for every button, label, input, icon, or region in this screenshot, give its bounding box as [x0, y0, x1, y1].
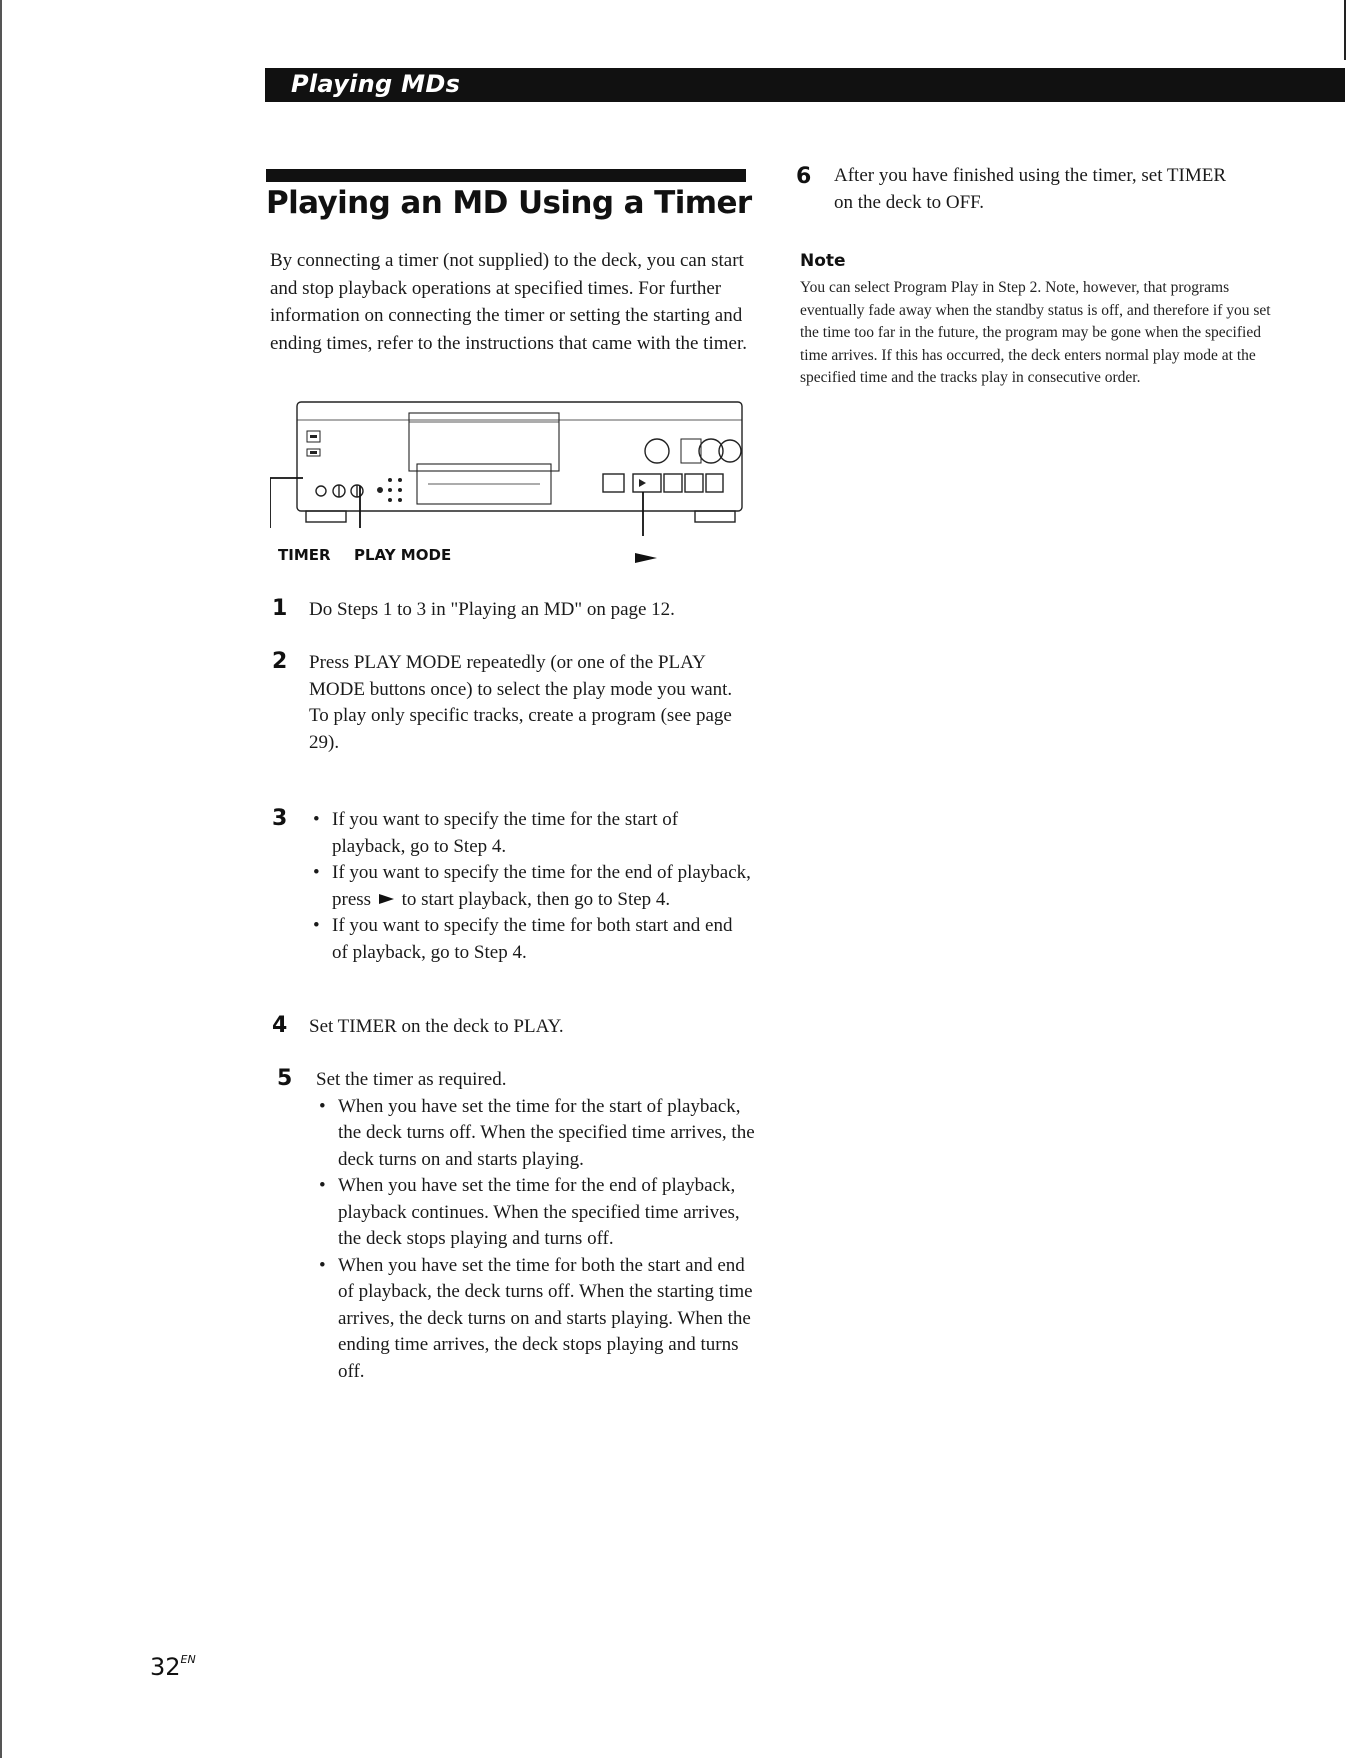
page-number [150, 1653, 196, 1681]
list-item [313, 860, 753, 913]
figure-label-play-mode: PLAY MODE [354, 546, 452, 564]
list-item: • If you want to specify the time for the start of playback, go to Step 4. [313, 807, 753, 860]
step-6-text [834, 163, 1234, 216]
step-number: 3 [272, 806, 288, 831]
deck-front-panel-drawing [270, 398, 770, 568]
deck-illustration [270, 398, 770, 568]
title-rule [266, 169, 746, 182]
scan-edge-left [0, 0, 2, 1758]
step-3-bullet-list [313, 807, 753, 966]
section-header-bar [265, 68, 1345, 102]
step-4-text [309, 1014, 749, 1041]
step-number: 6 [796, 164, 812, 189]
step-3-text [313, 807, 753, 966]
step-line: To play only specific tracks, create a program (see page 29). [309, 705, 732, 753]
section-header-label: Playing MDs [291, 70, 461, 98]
list-item: • When you have set the time for both the start and end of playback, the deck turns off. When the starting time arrives, the deck turns on and starts playing. When the ending time arrives, the deck stops playing and turns off. [319, 1253, 761, 1386]
figure-label-timer: TIMER [278, 546, 331, 564]
step-5-text [316, 1067, 761, 1385]
intro-paragraph: By connecting a timer (not supplied) to the deck, you can start and stop playback operations at specified times. For further information on connecting the timer or setting the starting and ending times, refer to the instructions that came with the timer. [270, 250, 747, 354]
step-line: Set the timer as required. [316, 1069, 507, 1090]
play-triangle-icon [635, 551, 657, 569]
note-text: You can select Program Play in Step 2. Note, however, that programs eventually fade away when the standby status is off, and therefore if you set the time too far in the future, the program may be gone when the specified time arrives. If this has occurred, the deck enters normal play mode at the specified time and the tracks play in consecutive order. [800, 279, 1271, 386]
step-2-text [309, 650, 744, 756]
list-item: • When you have set the time for the end of playback, playback continues. When the specified time arrives, the deck stops playing and turns off. [319, 1173, 761, 1253]
step-number: 2 [272, 649, 288, 674]
bullet-text-after: to start playback, then go to Step 4. [401, 888, 671, 910]
step-line: Press PLAY MODE repeatedly (or one of the PLAY MODE buttons once) to select the play mode you want. [309, 652, 733, 700]
step-5-bullet-list [319, 1094, 761, 1386]
bullet-text-before: If you want to specify the time for the end of playback, press [332, 862, 751, 910]
play-triangle-icon [379, 894, 394, 904]
step-1-text [309, 597, 749, 624]
step-line: Do Steps 1 to 3 in "Playing an MD" on page 12. [309, 599, 675, 620]
list-item: • If you want to specify the time for both start and end of playback, go to Step 4. [313, 913, 753, 966]
page-title: Playing an MD Using a Timer [266, 185, 752, 221]
step-number: 4 [272, 1013, 288, 1038]
step-number: 1 [272, 596, 288, 621]
page-number-suffix: EN [180, 1653, 196, 1666]
step-number: 5 [277, 1066, 293, 1091]
page-number-value: 32 [150, 1653, 181, 1681]
step-line: After you have finished using the timer, set TIMER on the deck to OFF. [834, 165, 1227, 213]
scan-edge-right [1344, 0, 1346, 60]
step-line: Set TIMER on the deck to PLAY. [309, 1016, 564, 1037]
list-item: • When you have set the time for the start of playback, the deck turns off. When the specified time arrives, the deck turns on and starts playing. [319, 1094, 761, 1174]
note-heading: Note [800, 251, 846, 271]
